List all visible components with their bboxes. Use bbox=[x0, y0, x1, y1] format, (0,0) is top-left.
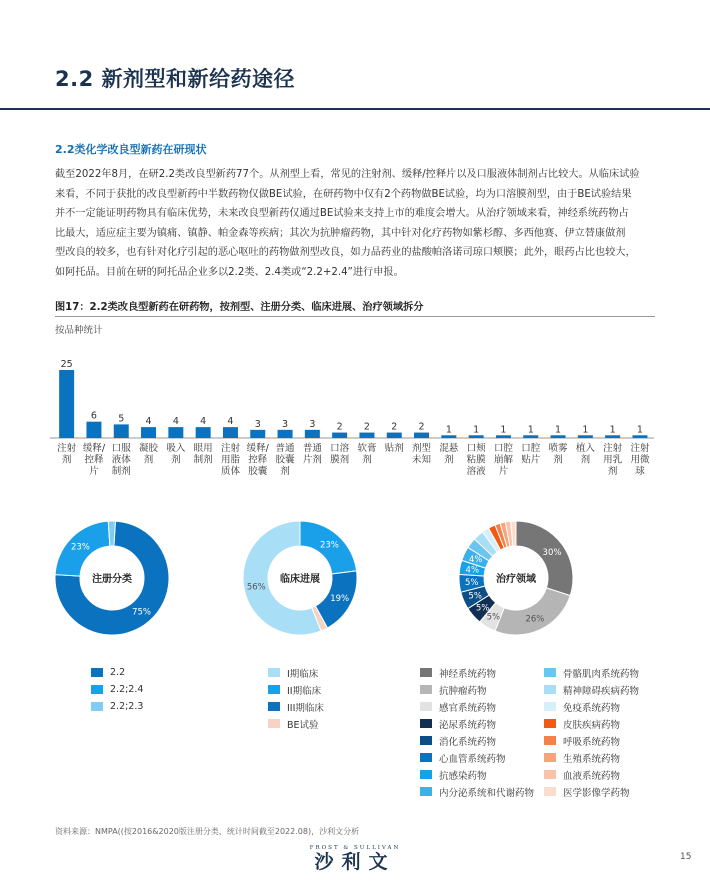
bar-category-label: 崩解 bbox=[493, 454, 513, 466]
bar-value-label: 2 bbox=[391, 421, 398, 433]
legend-swatch bbox=[420, 770, 432, 779]
bar bbox=[523, 435, 538, 438]
legend-swatch bbox=[544, 702, 556, 711]
legend-swatch bbox=[268, 702, 280, 711]
bar-category-label: 制剂 bbox=[111, 466, 131, 477]
legend-swatch bbox=[420, 719, 432, 728]
legend-label: 2.2 bbox=[110, 667, 126, 678]
bar bbox=[632, 435, 647, 438]
legend-swatch bbox=[91, 668, 103, 677]
bar-category-label: 剂 bbox=[607, 466, 618, 477]
bar-category-label: 剂 bbox=[580, 454, 591, 466]
bar-category-label: 控释 bbox=[84, 454, 104, 466]
bar bbox=[278, 430, 293, 438]
bar-value-label: 25 bbox=[60, 359, 73, 370]
donut-percent-label: 4% bbox=[468, 555, 483, 566]
legend-swatch bbox=[544, 753, 556, 762]
registration-donut-chart bbox=[52, 518, 172, 638]
body-line: 比最大，适应症主要为镇痛、镇静、帕金森等疾病；其次为抗肿瘤药物，其中针对化疗药物如紫杉醇、多西他赛、伊立替康做剂 bbox=[55, 227, 626, 239]
donut-percent-label: 30% bbox=[542, 547, 562, 558]
figure-divider bbox=[55, 316, 655, 317]
bar bbox=[250, 430, 265, 438]
legend-swatch bbox=[420, 668, 432, 677]
title-divider bbox=[0, 108, 710, 110]
body-line: 并不一定能证明药物具有临床优势，未来改良型新药仅通过BE试验来支持上市的难度会增大。从治疗领域来看，神经系统药物占 bbox=[55, 208, 629, 219]
donut-percent-label: 75% bbox=[132, 607, 151, 618]
bar-category-label: 胶囊 bbox=[275, 454, 295, 466]
bar bbox=[578, 435, 593, 438]
bar-value-label: 6 bbox=[90, 410, 97, 422]
donut-percent-label: 5% bbox=[464, 578, 479, 589]
legend-item bbox=[420, 749, 534, 766]
bar-category-label: 贴片 bbox=[521, 454, 541, 466]
bar-category-label: 软膏 bbox=[357, 443, 377, 454]
legend-label: 生殖系统药物 bbox=[563, 753, 621, 765]
bar-category-label: 口腔 bbox=[493, 443, 513, 454]
legend-swatch bbox=[268, 685, 280, 694]
legend-swatch bbox=[91, 685, 103, 694]
legend-label: 血液系统药物 bbox=[563, 770, 621, 782]
legend-item bbox=[268, 698, 324, 715]
bar-category-label: 膜剂 bbox=[330, 454, 350, 466]
bar-value-label: 3 bbox=[309, 418, 316, 430]
legend-item bbox=[544, 749, 639, 766]
legend-swatch bbox=[544, 719, 556, 728]
legend-swatch bbox=[420, 702, 432, 711]
bar-category-label: 喷雾 bbox=[548, 443, 568, 454]
bar-category-label: 口服 bbox=[111, 443, 131, 454]
bar-category-label: 溶液 bbox=[466, 466, 486, 477]
bar-category-label: 液体 bbox=[111, 454, 131, 466]
bar bbox=[414, 433, 429, 438]
donut-percent-label: 56% bbox=[246, 582, 266, 593]
donut-percent-label: 5% bbox=[468, 591, 482, 602]
bar bbox=[305, 430, 320, 438]
legend-swatch bbox=[420, 736, 432, 745]
body-line: 来看，不同于获批的改良型新药中半数药物仅做BE试验，在研药物中仅有2个药物做BE试验，均为口溶膜剂型，由于BE试验结果 bbox=[55, 188, 632, 200]
bar-category-label: 剂 bbox=[444, 454, 454, 466]
logo-chinese: 沙利文 bbox=[314, 851, 396, 873]
bar-category-label: 凝胶 bbox=[139, 443, 159, 454]
legend-label: 抗感染药物 bbox=[439, 770, 487, 782]
legend-swatch bbox=[420, 685, 432, 694]
legend-label: 皮肤疾病药物 bbox=[563, 719, 621, 731]
bar bbox=[551, 435, 566, 438]
bar-category-label: 剂 bbox=[61, 454, 72, 466]
legend-item bbox=[91, 681, 143, 698]
bar-value-label: 1 bbox=[609, 424, 616, 436]
legend-label: 心血管系统药物 bbox=[439, 753, 506, 765]
bar-category-label: 控释 bbox=[248, 454, 268, 466]
legend-swatch bbox=[544, 736, 556, 745]
bar-category-label: 剂 bbox=[143, 454, 154, 466]
body-paragraph bbox=[55, 165, 655, 282]
legend-item bbox=[544, 664, 639, 681]
donut-percent-label: 23% bbox=[319, 540, 339, 551]
bar-category-label: 口溶 bbox=[330, 443, 350, 454]
bar-category-label: 片 bbox=[498, 466, 509, 477]
bar-category-label: 用乳 bbox=[603, 454, 623, 466]
bar-value-label: 2 bbox=[418, 421, 425, 433]
registration-legend bbox=[91, 664, 143, 715]
legend-item bbox=[268, 664, 324, 681]
donut-percent-label: 19% bbox=[330, 594, 350, 605]
bar-value-label: 2 bbox=[336, 421, 343, 433]
legend-swatch bbox=[544, 685, 556, 694]
donut-center-title: 治疗领域 bbox=[496, 574, 536, 585]
figure-title: 图17：2.2类改良型新药在研药物，按剂型、注册分类、临床进展、治疗领域拆分 bbox=[55, 302, 424, 313]
bar-category-label: 用微 bbox=[630, 454, 650, 466]
bar-value-label: 2 bbox=[363, 421, 370, 433]
bar-category-label: 注射 bbox=[603, 443, 623, 454]
legend-item bbox=[544, 766, 639, 783]
source-note: 资料来源：NMPA((按2016&2020版注册分类，统计时间截至2022.08)，沙利文分析 bbox=[55, 827, 360, 836]
legend-label: BE试验 bbox=[287, 719, 319, 731]
bar bbox=[605, 435, 620, 438]
bar bbox=[114, 424, 129, 438]
legend-label: 医学影像学药物 bbox=[563, 787, 630, 799]
donut-percent-label: 26% bbox=[525, 614, 545, 625]
bar-value-label: 1 bbox=[636, 424, 643, 436]
bar-category-label: 片剂 bbox=[302, 454, 322, 466]
legend-label: 神经系统药物 bbox=[439, 668, 497, 680]
legend-swatch bbox=[420, 787, 432, 796]
legend-item bbox=[420, 715, 534, 732]
legend-label: 内分泌系统和代谢药物 bbox=[439, 787, 535, 799]
body-line: 截至2022年8月，在研2.2类改良型新药77个。从剂型上看，常见的注射剂、缓释/控释片以及口服液体制剂占比较大。从临床试验 bbox=[55, 169, 640, 180]
legend-label: II期临床 bbox=[287, 685, 322, 697]
donut-center-title: 临床进展 bbox=[280, 574, 320, 585]
legend-label: 呼吸系统药物 bbox=[563, 736, 621, 748]
bar-category-label: 未知 bbox=[412, 454, 432, 466]
legend-swatch bbox=[268, 668, 280, 677]
bar-category-label: 植入 bbox=[575, 443, 595, 454]
bar-category-label: 剂 bbox=[553, 454, 563, 466]
legend-label: 感官系统药物 bbox=[439, 702, 497, 714]
bar-value-label: 4 bbox=[227, 416, 234, 428]
legend-label: 2.2;2.4 bbox=[110, 684, 144, 695]
bar-category-label: 粘膜 bbox=[466, 454, 486, 466]
donut-slice bbox=[108, 521, 115, 546]
legend-item bbox=[420, 783, 534, 800]
bar-category-label: 注射 bbox=[630, 443, 650, 454]
bar-category-label: 剂 bbox=[362, 454, 372, 466]
legend-item bbox=[268, 681, 324, 698]
figure-subtitle: 按品种统计 bbox=[55, 325, 103, 336]
legend-item bbox=[420, 664, 534, 681]
bar-value-label: 3 bbox=[282, 418, 289, 430]
bar-category-label: 用脂 bbox=[220, 454, 240, 466]
legend-swatch bbox=[544, 770, 556, 779]
therapeutic-legend-left bbox=[420, 664, 534, 800]
bar-category-label: 剂型 bbox=[412, 443, 432, 454]
legend-item bbox=[420, 681, 534, 698]
bar-category-label: 注射 bbox=[220, 443, 240, 454]
bar bbox=[359, 433, 374, 438]
legend-label: 2.2;2.3 bbox=[110, 701, 144, 712]
clinical-legend bbox=[268, 664, 324, 732]
bar-category-label: 球 bbox=[635, 466, 645, 477]
legend-item bbox=[91, 664, 143, 681]
legend-item bbox=[544, 732, 639, 749]
bar-value-label: 4 bbox=[145, 416, 152, 428]
legend-label: 泌尿系统药物 bbox=[439, 719, 497, 731]
bar-category-label: 注射 bbox=[57, 443, 77, 454]
bar-category-label: 质体 bbox=[220, 466, 240, 477]
bar-category-label: 贴剂 bbox=[384, 443, 404, 454]
legend-swatch bbox=[420, 753, 432, 762]
bar-value-label: 3 bbox=[254, 418, 261, 430]
legend-label: 消化系统药物 bbox=[439, 736, 497, 748]
dosage-form-bar-chart bbox=[50, 345, 660, 485]
bar-value-label: 1 bbox=[555, 424, 562, 436]
legend-item bbox=[544, 698, 639, 715]
bar bbox=[223, 427, 238, 438]
bar-value-label: 1 bbox=[527, 424, 534, 436]
legend-label: 精神障碍疾病药物 bbox=[563, 685, 640, 697]
legend-label: I期临床 bbox=[287, 668, 319, 680]
therapeutic-donut-chart bbox=[454, 518, 578, 638]
bar-value-label: 1 bbox=[582, 424, 589, 436]
frost-sullivan-logo bbox=[296, 845, 414, 873]
donut-slice bbox=[495, 588, 570, 635]
body-line: 型改良的较多，也有针对化疗引起的恶心呕吐的药物做剂型改良，如力品药业的盐酸帕洛诺司琼口颊膜；此外，眼药占比也较大， bbox=[55, 247, 636, 258]
bar-category-label: 剂 bbox=[171, 454, 181, 466]
logo-english: FROST & SULLIVAN bbox=[309, 845, 401, 851]
bar bbox=[441, 435, 456, 438]
bar-category-label: 口颊 bbox=[466, 443, 486, 454]
bar bbox=[469, 435, 484, 438]
legend-item bbox=[544, 681, 639, 698]
legend-item bbox=[91, 698, 143, 715]
bar-category-label: 吸入 bbox=[166, 443, 186, 454]
bar-category-label: 制剂 bbox=[193, 454, 213, 466]
bar-category-label: 普通 bbox=[275, 443, 295, 454]
donut-percent-label: 5% bbox=[475, 603, 490, 614]
bar bbox=[141, 427, 156, 438]
bar bbox=[332, 433, 347, 438]
legend-swatch bbox=[268, 719, 280, 728]
legend-label: 抗肿瘤药物 bbox=[439, 685, 487, 697]
bar bbox=[168, 427, 183, 438]
legend-swatch bbox=[544, 787, 556, 796]
bar bbox=[196, 427, 211, 438]
page-number: 15 bbox=[680, 852, 692, 862]
bar bbox=[86, 422, 101, 438]
legend-item bbox=[420, 698, 534, 715]
legend-label: 免疫系统药物 bbox=[563, 702, 621, 714]
legend-swatch bbox=[544, 668, 556, 677]
clinical-donut-chart bbox=[240, 518, 360, 638]
bar-category-label: 眼用 bbox=[193, 443, 213, 454]
bar-value-label: 1 bbox=[500, 424, 507, 436]
therapeutic-legend-right bbox=[544, 664, 639, 800]
bar-value-label: 1 bbox=[445, 424, 452, 436]
legend-item bbox=[544, 783, 639, 800]
page-title: 2.2 新剂型和新给药途径 bbox=[55, 67, 296, 91]
bar-value-label: 5 bbox=[118, 413, 125, 425]
bar-category-label: 混悬 bbox=[439, 443, 459, 454]
donut-percent-label: 5% bbox=[486, 612, 501, 623]
legend-item bbox=[420, 732, 534, 749]
bar-category-label: 口腔 bbox=[521, 443, 541, 454]
bar-value-label: 4 bbox=[200, 416, 207, 428]
bar bbox=[387, 433, 402, 438]
legend-swatch bbox=[91, 702, 103, 711]
legend-item bbox=[544, 715, 639, 732]
legend-item bbox=[420, 766, 534, 783]
donut-percent-label: 4% bbox=[465, 565, 480, 576]
bar-value-label: 4 bbox=[172, 416, 179, 428]
bar bbox=[59, 370, 74, 438]
bar bbox=[496, 435, 511, 438]
section-heading: 2.2类化学改良型新药在研现状 bbox=[55, 143, 207, 156]
bar-category-label: 胶囊 bbox=[248, 466, 268, 477]
bar-category-label: 片 bbox=[89, 466, 99, 477]
donut-percent-label: 23% bbox=[70, 542, 90, 553]
bar-category-label: 普通 bbox=[302, 443, 322, 454]
bar-value-label: 1 bbox=[473, 424, 480, 436]
bar-category-label: 缓释/ bbox=[82, 443, 106, 454]
legend-item bbox=[268, 715, 324, 732]
legend-label: III期临床 bbox=[287, 702, 324, 714]
donut-center-title: 注册分类 bbox=[92, 574, 132, 585]
body-line: 如阿托品。目前在研的阿托品企业多以2.2类、2.4类或“2.2+2.4”进行申报。 bbox=[55, 266, 404, 278]
bar-category-label: 剂 bbox=[280, 466, 290, 477]
bar-category-label: 缓释/ bbox=[246, 443, 269, 454]
legend-label: 骨骼肌肉系统药物 bbox=[563, 668, 640, 680]
